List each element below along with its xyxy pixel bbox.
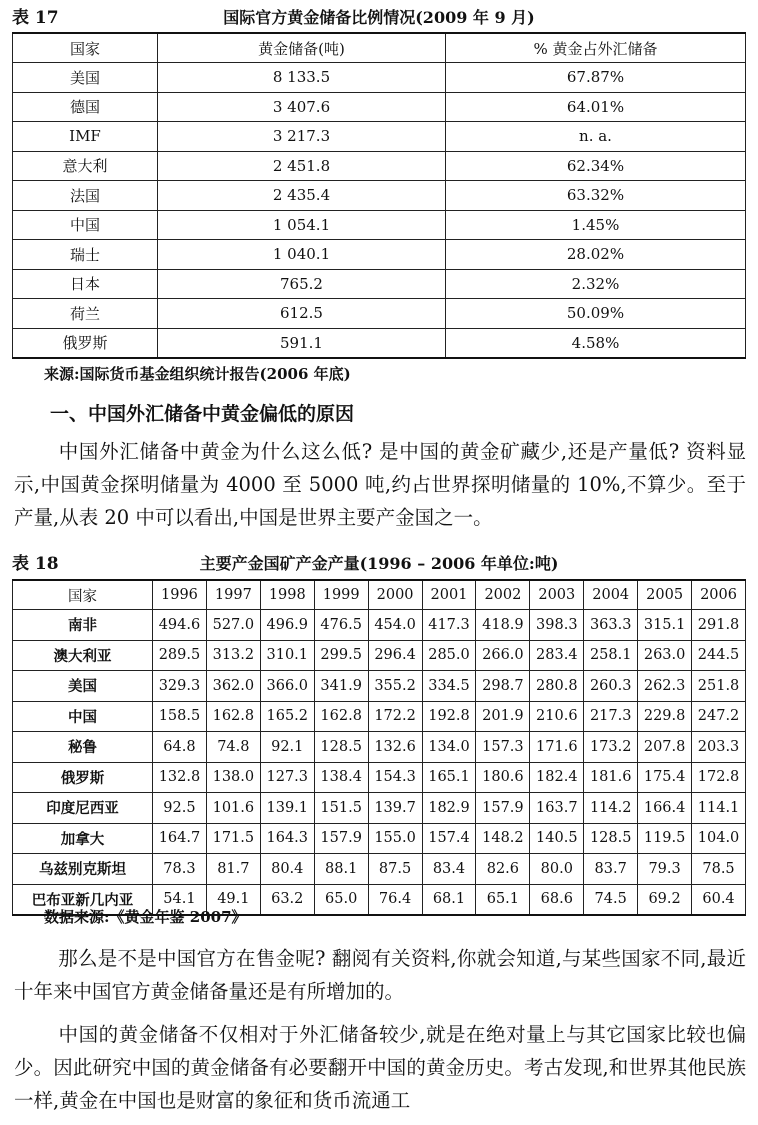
table18-cell: 266.0 (476, 640, 530, 671)
table17-cell: 2 451.8 (158, 151, 446, 181)
table18-cell: 加拿大 (13, 823, 153, 854)
table18-cell: 158.5 (153, 701, 207, 732)
table18-body (13, 610, 746, 916)
table18-cell: 296.4 (368, 640, 422, 671)
table17-row (13, 210, 746, 240)
table17-cell: n. a. (446, 122, 746, 152)
table18-cell: 262.3 (638, 671, 692, 702)
table18-cell: 69.2 (638, 884, 692, 915)
table17-cell: 28.02% (446, 240, 746, 270)
table18-cell: 418.9 (476, 610, 530, 641)
table18-cell: 128.5 (314, 732, 368, 763)
table18-cell: 175.4 (638, 762, 692, 793)
table18-cell: 80.0 (530, 854, 584, 885)
table17-cell: 美国 (13, 63, 158, 93)
table18-cell: 139.7 (368, 793, 422, 824)
table18-cell: 127.3 (260, 762, 314, 793)
table18-cell: 美国 (13, 671, 153, 702)
table18-cell: 494.6 (153, 610, 207, 641)
table18-cell: 217.3 (584, 701, 638, 732)
table18-cell: 155.0 (368, 823, 422, 854)
paragraph-1-text: 中国外汇储备中黄金为什么这么低? 是中国的黄金矿藏少,还是产量低? 资料显示,中国黄金探明储量为 4000 至 5000 吨,约占世界探明储量的 10%,不算少。至于产量,从表 20 中可以看出,中国是世界主要产金国之一。 (14, 440, 746, 529)
table18-cell: 63.2 (260, 884, 314, 915)
table18-cell: 68.1 (422, 884, 476, 915)
table18-cell: 秘鲁 (13, 732, 153, 763)
table18-cell: 134.0 (422, 732, 476, 763)
table18-cell: 65.1 (476, 884, 530, 915)
table18-cell: 119.5 (638, 823, 692, 854)
table18-header-cell: 国家 (13, 580, 153, 610)
table18-cell: 182.4 (530, 762, 584, 793)
table18-cell: 244.5 (692, 640, 746, 671)
table18-cell: 164.7 (153, 823, 207, 854)
table18-row (13, 701, 746, 732)
table17-cell: 62.34% (446, 151, 746, 181)
table18-source-note: 数据来源:《黄金年鉴 2007》 (44, 908, 247, 926)
table18-cell: 163.7 (530, 793, 584, 824)
table18-cell: 258.1 (584, 640, 638, 671)
table17-cell: IMF (13, 122, 158, 152)
table17-cell: 意大利 (13, 151, 158, 181)
table17-cell: 3 217.3 (158, 122, 446, 152)
table17-cell: 8 133.5 (158, 63, 446, 93)
table18-cell: 76.4 (368, 884, 422, 915)
table18-cell: 49.1 (206, 884, 260, 915)
table18-cell: 454.0 (368, 610, 422, 641)
table18-cell: 310.1 (260, 640, 314, 671)
table18-cell: 181.6 (584, 762, 638, 793)
table18-cell: 263.0 (638, 640, 692, 671)
table17-cell: 2 435.4 (158, 181, 446, 211)
table17-caption (12, 6, 746, 30)
table18-cell: 476.5 (314, 610, 368, 641)
table18-cell: 78.5 (692, 854, 746, 885)
table18-header-cell: 1998 (260, 580, 314, 610)
table18-cell: 104.0 (692, 823, 746, 854)
table17-label: 表 17 (12, 8, 59, 28)
table18-cell: 417.3 (422, 610, 476, 641)
table18-cell: 92.5 (153, 793, 207, 824)
table18-header-cell: 2006 (692, 580, 746, 610)
table17-body (13, 63, 746, 359)
table18-cell: 83.7 (584, 854, 638, 885)
table18-cell: 496.9 (260, 610, 314, 641)
table17-header-cell: 黄金储备(吨) (158, 33, 446, 63)
table18-cell: 乌兹别克斯坦 (13, 854, 153, 885)
table18-cell: 355.2 (368, 671, 422, 702)
table18-cell: 166.4 (638, 793, 692, 824)
table17-row (13, 92, 746, 122)
table18-cell: 341.9 (314, 671, 368, 702)
table18-cell: 285.0 (422, 640, 476, 671)
section-heading: 一、中国外汇储备中黄金偏低的原因 (50, 403, 355, 425)
table18-cell: 165.2 (260, 701, 314, 732)
table18-cell: 192.8 (422, 701, 476, 732)
table18-cell: 80.4 (260, 854, 314, 885)
table17-row (13, 181, 746, 211)
table17-cell: 中国 (13, 210, 158, 240)
table18-cell: 173.2 (584, 732, 638, 763)
table18-cell: 171.5 (206, 823, 260, 854)
table18-cell: 329.3 (153, 671, 207, 702)
table18-cell: 164.3 (260, 823, 314, 854)
table18-cell: 82.6 (476, 854, 530, 885)
table17-cell: 3 407.6 (158, 92, 446, 122)
table18-cell: 165.1 (422, 762, 476, 793)
table18-header-cell: 1996 (153, 580, 207, 610)
table18-cell: 366.0 (260, 671, 314, 702)
table18-cell: 74.5 (584, 884, 638, 915)
table18-cell: 92.1 (260, 732, 314, 763)
table18-row (13, 640, 746, 671)
table17-row (13, 328, 746, 358)
table18-cell: 172.2 (368, 701, 422, 732)
table18-cell: 229.8 (638, 701, 692, 732)
table18-cell: 280.8 (530, 671, 584, 702)
table17-row (13, 63, 746, 93)
table18-cell: 291.8 (692, 610, 746, 641)
table17-cell: 俄罗斯 (13, 328, 158, 358)
table18-cell: 78.3 (153, 854, 207, 885)
table17-cell: 德国 (13, 92, 158, 122)
paragraph-2 (14, 942, 746, 1008)
table18-row (13, 823, 746, 854)
table18-cell: 88.1 (314, 854, 368, 885)
table18-cell: 南非 (13, 610, 153, 641)
table18-cell: 162.8 (314, 701, 368, 732)
table18-cell: 172.8 (692, 762, 746, 793)
table17-cell: 591.1 (158, 328, 446, 358)
table17-cell: 日本 (13, 269, 158, 299)
table18-cell: 398.3 (530, 610, 584, 641)
paragraph-3-text: 中国的黄金储备不仅相对于外汇储备较少,就是在绝对量上与其它国家比较也偏少。因此研究中国的黄金储备有必要翻开中国的黄金历史。考古发现,和世界其他民族一样,黄金在中国也是财富的象征和货币流通工 (14, 1023, 746, 1112)
table18-cell: 128.5 (584, 823, 638, 854)
table17-cell: 765.2 (158, 269, 446, 299)
table18-title: 主要产金国矿产金产量(1996 – 2006 年单位:吨) (199, 554, 559, 573)
table18-caption (12, 552, 746, 576)
paragraph-2-text: 那么是不是中国官方在售金呢? 翻阅有关资料,你就会知道,与某些国家不同,最近十年来中国官方黄金储备量还是有所增加的。 (14, 947, 746, 1003)
table18-cell: 132.6 (368, 732, 422, 763)
table18-cell: 83.4 (422, 854, 476, 885)
table18-row (13, 671, 746, 702)
table17-cell: 4.58% (446, 328, 746, 358)
table18-cell: 171.6 (530, 732, 584, 763)
table18-cell: 中国 (13, 701, 153, 732)
table17-cell: 1 054.1 (158, 210, 446, 240)
table18-cell: 148.2 (476, 823, 530, 854)
table18-row (13, 793, 746, 824)
table18-cell: 201.9 (476, 701, 530, 732)
table18-cell: 139.1 (260, 793, 314, 824)
table17-header-row (13, 33, 746, 63)
table17-cell: 1.45% (446, 210, 746, 240)
table18-cell: 298.7 (476, 671, 530, 702)
table18-header-cell: 2002 (476, 580, 530, 610)
table17-row (13, 122, 746, 152)
table17-cell: 50.09% (446, 299, 746, 329)
table18-cell: 138.0 (206, 762, 260, 793)
table18-cell: 203.3 (692, 732, 746, 763)
table18-cell: 81.7 (206, 854, 260, 885)
table18-cell: 154.3 (368, 762, 422, 793)
table18-cell: 251.8 (692, 671, 746, 702)
table18-cell: 247.2 (692, 701, 746, 732)
table18-row (13, 762, 746, 793)
table18-header-cell: 2001 (422, 580, 476, 610)
table17-header-cell: % 黄金占外汇储备 (446, 33, 746, 63)
table18-cell: 157.9 (476, 793, 530, 824)
table17-cell: 67.87% (446, 63, 746, 93)
table17-row (13, 151, 746, 181)
table18-header-cell: 2005 (638, 580, 692, 610)
table18-cell: 182.9 (422, 793, 476, 824)
table18-cell: 俄罗斯 (13, 762, 153, 793)
table18-row (13, 610, 746, 641)
table17-title: 国际官方黄金储备比例情况(2009 年 9 月) (223, 8, 535, 27)
table18-cell: 363.3 (584, 610, 638, 641)
table18-cell: 114.2 (584, 793, 638, 824)
table17-cell: 612.5 (158, 299, 446, 329)
table18-header-row (13, 580, 746, 610)
table17-cell: 2.32% (446, 269, 746, 299)
table18-cell: 印度尼西亚 (13, 793, 153, 824)
table17-cell: 瑞士 (13, 240, 158, 270)
table18-cell: 151.5 (314, 793, 368, 824)
table18-cell: 315.1 (638, 610, 692, 641)
table18-cell: 162.8 (206, 701, 260, 732)
table18-cell: 210.6 (530, 701, 584, 732)
table17-cell: 法国 (13, 181, 158, 211)
table18-cell: 60.4 (692, 884, 746, 915)
table18-header-cell: 2003 (530, 580, 584, 610)
table17-source-note: 来源:国际货币基金组织统计报告(2006 年底) (44, 365, 351, 383)
table18-cell: 157.3 (476, 732, 530, 763)
table18-cell: 澳大利亚 (13, 640, 153, 671)
table18-cell: 101.6 (206, 793, 260, 824)
table18-cell: 140.5 (530, 823, 584, 854)
table17-cell: 荷兰 (13, 299, 158, 329)
table18-cell: 138.4 (314, 762, 368, 793)
table18-cell: 207.8 (638, 732, 692, 763)
table18-cell: 79.3 (638, 854, 692, 885)
table18-header-cell: 1997 (206, 580, 260, 610)
table18-cell: 260.3 (584, 671, 638, 702)
table17-row (13, 240, 746, 270)
table18-cell: 289.5 (153, 640, 207, 671)
table18-cell: 巴布亚新几内亚 (13, 884, 153, 915)
table18-cell: 54.1 (153, 884, 207, 915)
table17 (12, 32, 746, 359)
table18-cell: 157.4 (422, 823, 476, 854)
table17-header-cell: 国家 (13, 33, 158, 63)
table18-cell: 283.4 (530, 640, 584, 671)
table18 (12, 579, 746, 916)
table18-header-cell: 1999 (314, 580, 368, 610)
table18-row (13, 732, 746, 763)
table18-label: 表 18 (12, 554, 59, 574)
table17-row (13, 269, 746, 299)
table18-cell: 65.0 (314, 884, 368, 915)
table18-cell: 334.5 (422, 671, 476, 702)
table17-row (13, 299, 746, 329)
table18-cell: 68.6 (530, 884, 584, 915)
table18-cell: 527.0 (206, 610, 260, 641)
table18-header-cell: 2000 (368, 580, 422, 610)
table18-cell: 87.5 (368, 854, 422, 885)
table18-cell: 64.8 (153, 732, 207, 763)
table18-cell: 362.0 (206, 671, 260, 702)
table17-cell: 64.01% (446, 92, 746, 122)
paragraph-1 (14, 435, 746, 534)
table17-cell: 1 040.1 (158, 240, 446, 270)
paragraph-3 (14, 1018, 746, 1117)
table18-header-cell: 2004 (584, 580, 638, 610)
table18-cell: 180.6 (476, 762, 530, 793)
table18-cell: 114.1 (692, 793, 746, 824)
table18-row (13, 854, 746, 885)
table18-cell: 132.8 (153, 762, 207, 793)
table18-cell: 313.2 (206, 640, 260, 671)
table18-cell: 157.9 (314, 823, 368, 854)
table18-cell: 74.8 (206, 732, 260, 763)
table18-cell: 299.5 (314, 640, 368, 671)
table17-cell: 63.32% (446, 181, 746, 211)
